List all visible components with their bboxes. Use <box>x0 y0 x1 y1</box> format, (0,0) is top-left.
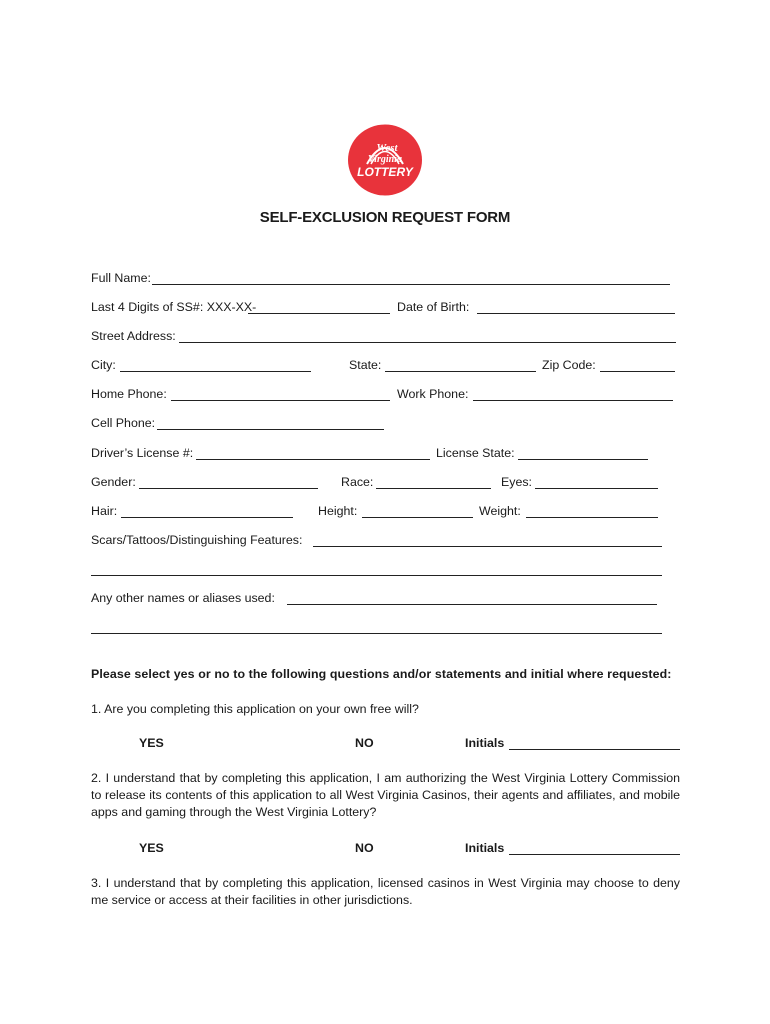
zip-code-field[interactable] <box>600 371 675 372</box>
question-1-yes[interactable]: YES <box>139 736 164 750</box>
eyes-field[interactable] <box>535 488 658 489</box>
weight-field[interactable] <box>526 517 658 518</box>
city-label: City: <box>91 358 116 372</box>
logo-text-lottery: LOTTERY <box>357 165 413 179</box>
work-phone-label: Work Phone: <box>397 387 469 401</box>
ssn-field[interactable] <box>248 313 390 314</box>
dob-label: Date of Birth: <box>397 300 470 314</box>
logo-text-virginia: Virginia <box>368 154 402 165</box>
zip-code-label: Zip Code: <box>542 358 596 372</box>
drivers-license-label: Driver’s License #: <box>91 446 194 460</box>
aliases-label: Any other names or aliases used: <box>91 591 275 605</box>
height-label: Height: <box>318 504 358 518</box>
question-2-yes[interactable]: YES <box>139 841 164 855</box>
street-address-label: Street Address: <box>91 329 176 343</box>
hair-field[interactable] <box>121 517 293 518</box>
city-field[interactable] <box>120 371 311 372</box>
question-2-initials-label: Initials <box>465 841 505 855</box>
scars-tattoos-field[interactable] <box>313 546 662 547</box>
eyes-label: Eyes: <box>501 475 532 489</box>
gender-label: Gender: <box>91 475 136 489</box>
full-name-field[interactable] <box>152 284 670 285</box>
scars-tattoos-field-line-2[interactable] <box>91 575 662 576</box>
question-2-text: 2. I understand that by completing this application, I am authorizing the West Virginia Lottery Commission to release its contents of this application to all West Virginia Casinos, their agents and affiliates, and mobile apps and gaming through the West Virginia Lottery? <box>91 771 680 819</box>
race-field[interactable] <box>376 488 491 489</box>
home-phone-label: Home Phone: <box>91 387 167 401</box>
hair-label: Hair: <box>91 504 118 518</box>
license-state-label: License State: <box>436 446 515 460</box>
drivers-license-field[interactable] <box>196 459 430 460</box>
weight-label: Weight: <box>479 504 521 518</box>
street-address-field[interactable] <box>179 342 676 343</box>
aliases-field-line-2[interactable] <box>91 633 662 634</box>
cell-phone-label: Cell Phone: <box>91 416 156 430</box>
cell-phone-field[interactable] <box>157 429 384 430</box>
dob-field[interactable] <box>477 313 675 314</box>
question-2-no[interactable]: NO <box>355 841 374 855</box>
work-phone-field[interactable] <box>473 400 673 401</box>
state-field[interactable] <box>385 371 536 372</box>
question-2-initials-field[interactable] <box>509 854 680 855</box>
state-label: State: <box>349 358 382 372</box>
question-1-initials-field[interactable] <box>509 749 680 750</box>
height-field[interactable] <box>362 517 473 518</box>
home-phone-field[interactable] <box>171 400 390 401</box>
aliases-field[interactable] <box>287 604 657 605</box>
ssn-label: Last 4 Digits of SS#: XXX-XX- <box>91 300 257 314</box>
west-virginia-lottery-logo <box>347 124 423 196</box>
gender-field[interactable] <box>139 488 318 489</box>
full-name-label: Full Name: <box>91 271 151 285</box>
license-state-field[interactable] <box>518 459 648 460</box>
instructions-text: Please select yes or no to the following questions and/or statements and initial where requested: <box>91 667 672 681</box>
question-3-text: 3. I understand that by completing this application, licensed casinos in West Virginia may choose to deny me service or access at their facilities in other jurisdictions. <box>91 876 680 907</box>
question-1-text: 1. Are you completing this application on your own free will? <box>91 702 419 716</box>
form-title: SELF-EXCLUSION REQUEST FORM <box>259 209 511 226</box>
question-1-no[interactable]: NO <box>355 736 374 750</box>
scars-tattoos-label: Scars/Tattoos/Distinguishing Features: <box>91 533 303 547</box>
race-label: Race: <box>341 475 374 489</box>
question-1-initials-label: Initials <box>465 736 505 750</box>
logo-text-west: West <box>376 142 398 154</box>
